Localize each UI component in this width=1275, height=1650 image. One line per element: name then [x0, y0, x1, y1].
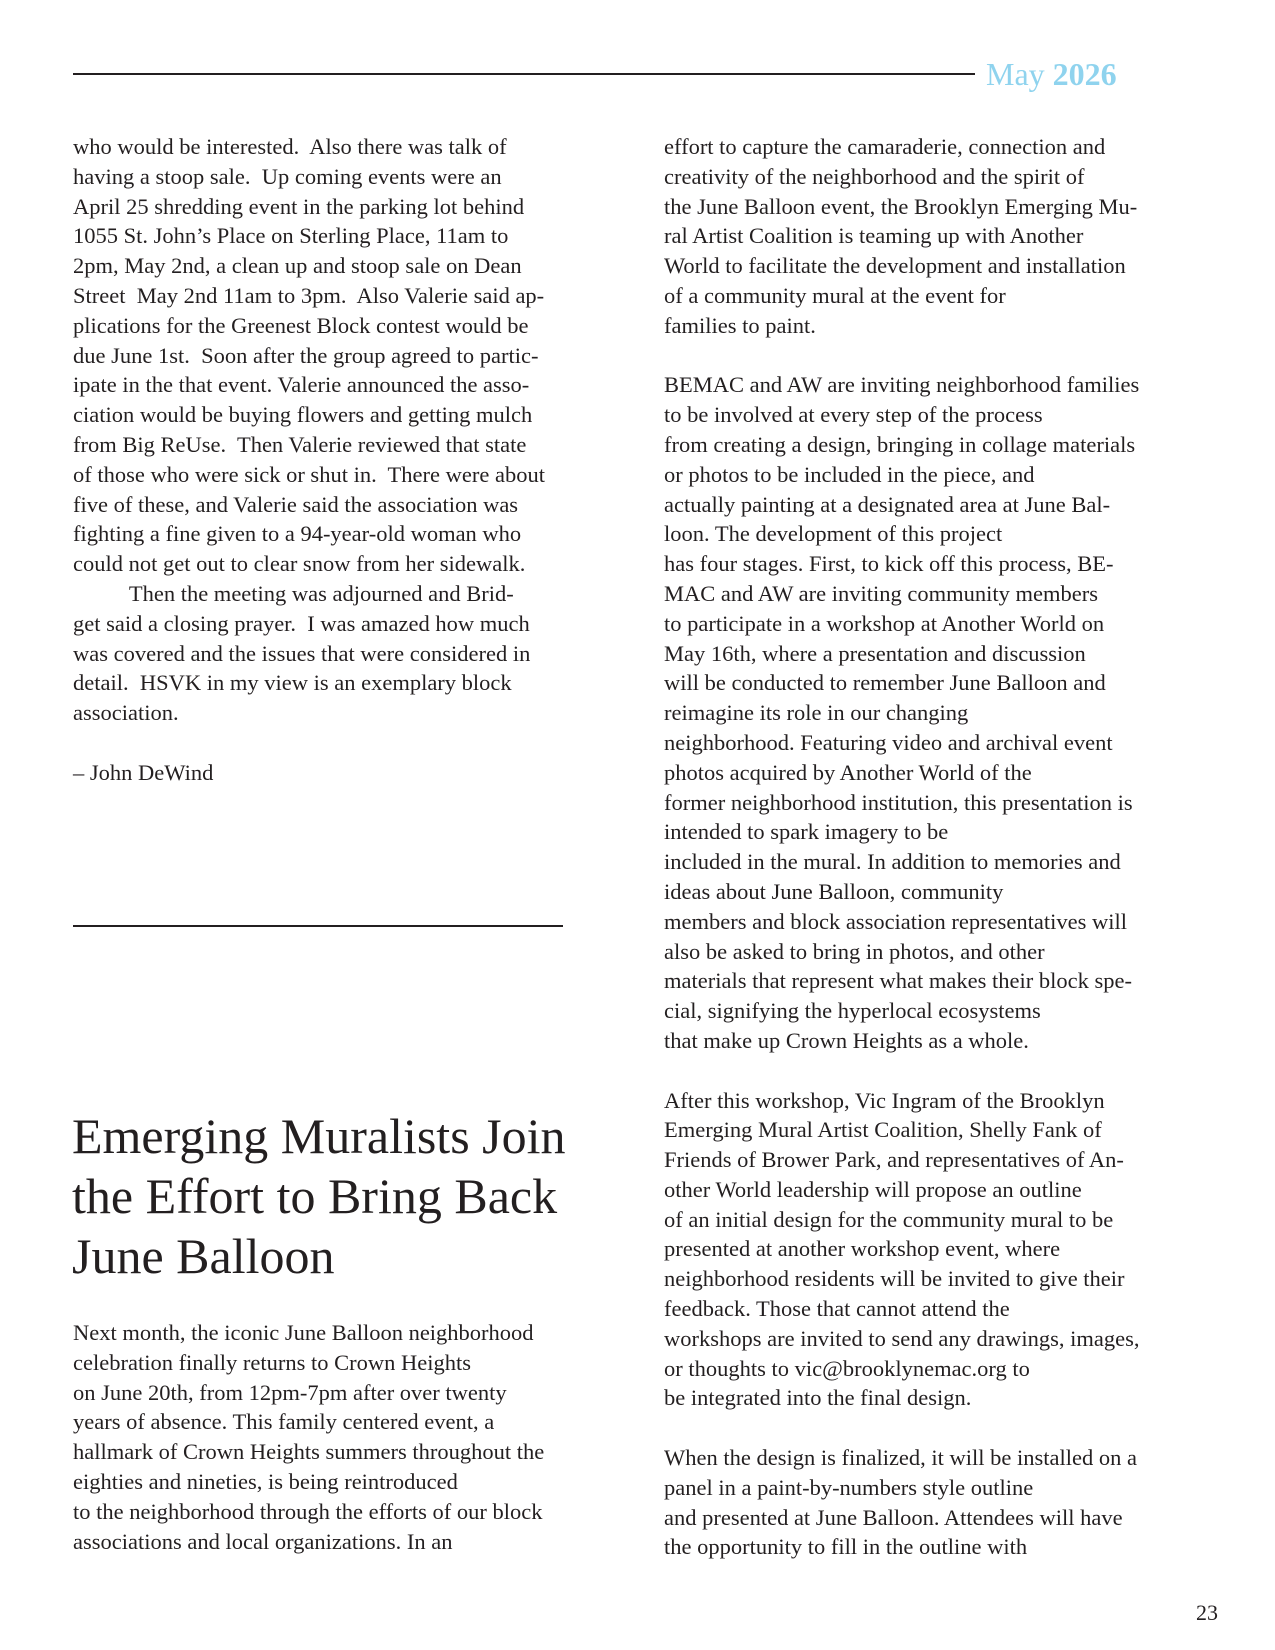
paragraph-gap — [73, 728, 613, 758]
text-line: the opportunity to fill in the outline with — [664, 1534, 1028, 1560]
text-line: and presented at June Balloon. Attendees will have — [664, 1504, 1123, 1530]
text-line: former neighborhood institution, this presentation is — [664, 789, 1133, 815]
text-line: celebration finally returns to Crown Heights — [73, 1349, 472, 1375]
text-line: MAC and AW are inviting community members — [664, 580, 1098, 606]
right-column-text — [664, 132, 1204, 1562]
issue-year: 2026 — [1052, 56, 1117, 92]
section-divider — [73, 925, 563, 927]
text-line: due June 1st. Soon after the group agreed to partic- — [73, 342, 539, 368]
paragraph-gap — [664, 1056, 1204, 1086]
text-line: After this workshop, Vic Ingram of the Brooklyn — [664, 1087, 1105, 1113]
text-line: ideas about June Balloon, community — [664, 878, 1004, 904]
text-line: World to facilitate the development and installation — [664, 253, 1126, 279]
text-line: reimagine its role in our changing — [664, 700, 969, 726]
text-line: five of these, and Valerie said the association was — [73, 491, 519, 517]
text-line: loon. The development of this project — [664, 521, 1003, 547]
text-line: Street May 2nd 11am to 3pm. Also Valerie said ap- — [73, 282, 545, 308]
header-rule — [73, 73, 975, 75]
text-line: families to paint. — [664, 312, 816, 338]
text-line: cial, signifying the hyperlocal ecosystems — [664, 998, 1041, 1024]
text-line: or photos to be included in the piece, and — [664, 461, 1035, 487]
text-line: could not get out to clear snow from her sidewalk. — [73, 551, 526, 577]
text-line: ral Artist Coalition is teaming up with Another — [664, 223, 1084, 249]
text-line: eighties and nineties, is being reintroduced — [73, 1468, 458, 1494]
text-line: April 25 shredding event in the parking lot behind — [73, 193, 525, 219]
issue-date — [986, 54, 1117, 94]
paragraph-gap — [664, 1413, 1204, 1443]
left-column-text — [73, 132, 613, 788]
text-line: When the design is finalized, it will be installed on a — [664, 1445, 1138, 1471]
text-line: or thoughts to vic@brooklynemac.org to — [664, 1355, 1030, 1381]
text-line: Next month, the iconic June Balloon neighborhood — [73, 1320, 534, 1345]
text-line: creativity of the neighborhood and the spirit of — [664, 163, 1085, 189]
text-line: feedback. Those that cannot attend the — [664, 1296, 1010, 1322]
text-line: workshops are invited to send any drawings, images, — [664, 1325, 1140, 1351]
text-line: ipate in the that event. Valerie announced the asso- — [73, 372, 530, 398]
text-line: other World leadership will propose an outline — [664, 1176, 1082, 1202]
text-line: detail. HSVK in my view is an exemplary block — [73, 670, 512, 696]
text-line: intended to spark imagery to be — [664, 819, 949, 845]
text-line: to be involved at every step of the process — [664, 402, 1043, 428]
text-line: members and block association representatives will — [664, 908, 1127, 934]
text-line: to participate in a workshop at Another World on — [664, 610, 1105, 636]
text-line: ciation would be buying flowers and getting mulch — [73, 402, 533, 428]
text-line: from Big ReUse. Then Valerie reviewed that state — [73, 431, 527, 457]
page-number: 23 — [1196, 1600, 1218, 1625]
text-line: has four stages. First, to kick off this process, BE- — [664, 551, 1114, 577]
text-line: Friends of Brower Park, and representatives of An- — [664, 1147, 1124, 1173]
text-line: photos acquired by Another World of the — [664, 759, 1032, 785]
text-line: hallmark of Crown Heights summers throughout the — [73, 1439, 545, 1465]
text-line: materials that represent what makes their block spe- — [664, 968, 1132, 994]
text-line: neighborhood residents will be invited to give their — [664, 1266, 1125, 1292]
text-line: get said a closing prayer. I was amazed how much — [73, 610, 530, 636]
text-line: panel in a paint-by-numbers style outline — [664, 1474, 1034, 1500]
text-line: fighting a fine given to a 94-year-old woman who — [73, 521, 522, 547]
text-line: 1055 St. John’s Place on Sterling Place, 11am to — [73, 223, 509, 249]
text-line: of a community mural at the event for — [664, 282, 1006, 308]
text-line: May 16th, where a presentation and discussion — [664, 640, 1086, 666]
text-line: that make up Crown Heights as a whole. — [664, 1027, 1029, 1053]
text-line: associations and local organizations. In an — [73, 1528, 453, 1554]
article-intro-text — [73, 1318, 613, 1556]
text-line: to the neighborhood through the efforts of our block — [73, 1498, 543, 1524]
text-line: on June 20th, from 12pm-7pm after over twenty — [73, 1379, 507, 1405]
text-line: of an initial design for the community mural to be — [664, 1206, 1114, 1232]
text-line: will be conducted to remember June Balloon and — [664, 670, 1106, 696]
text-line: BEMAC and AW are inviting neighborhood families — [664, 372, 1140, 398]
text-line: having a stoop sale. Up coming events were an — [73, 163, 502, 189]
text-line: Emerging Mural Artist Coalition, Shelly Fank of — [664, 1117, 1102, 1143]
text-line: from creating a design, bringing in collage materials — [664, 431, 1136, 457]
issue-month: May — [986, 56, 1045, 92]
text-line: actually painting at a designated area at June Bal- — [664, 491, 1111, 517]
text-line: 2pm, May 2nd, a clean up and stoop sale on Dean — [73, 253, 522, 279]
text-line: effort to capture the camaraderie, connection and — [664, 134, 1106, 159]
text-line: years of absence. This family centered event, a — [73, 1409, 495, 1435]
text-line: plications for the Greenest Block contest would be — [73, 312, 529, 338]
text-line: who would be interested. Also there was talk of — [73, 134, 507, 159]
text-line: neighborhood. Featuring video and archival event — [664, 729, 1113, 755]
text-line: the June Balloon event, the Brooklyn Emerging Mu- — [664, 193, 1138, 219]
paragraph-gap — [664, 341, 1204, 371]
text-line: also be asked to bring in photos, and other — [664, 938, 1045, 964]
text-line: Then the meeting was adjourned and Brid- — [73, 580, 514, 606]
text-line: included in the mural. In addition to memories and — [664, 849, 1121, 875]
text-line: presented at another workshop event, where — [664, 1236, 1061, 1262]
text-line: of those who were sick or shut in. There were about — [73, 461, 545, 487]
text-line: was covered and the issues that were considered in — [73, 640, 531, 666]
text-line: – John DeWind — [73, 759, 214, 785]
text-line: be integrated into the final design. — [664, 1385, 972, 1411]
article-headline: Emerging Muralists Join the Effort to Bring Back June Balloon — [72, 1108, 566, 1284]
text-line: association. — [73, 700, 179, 726]
